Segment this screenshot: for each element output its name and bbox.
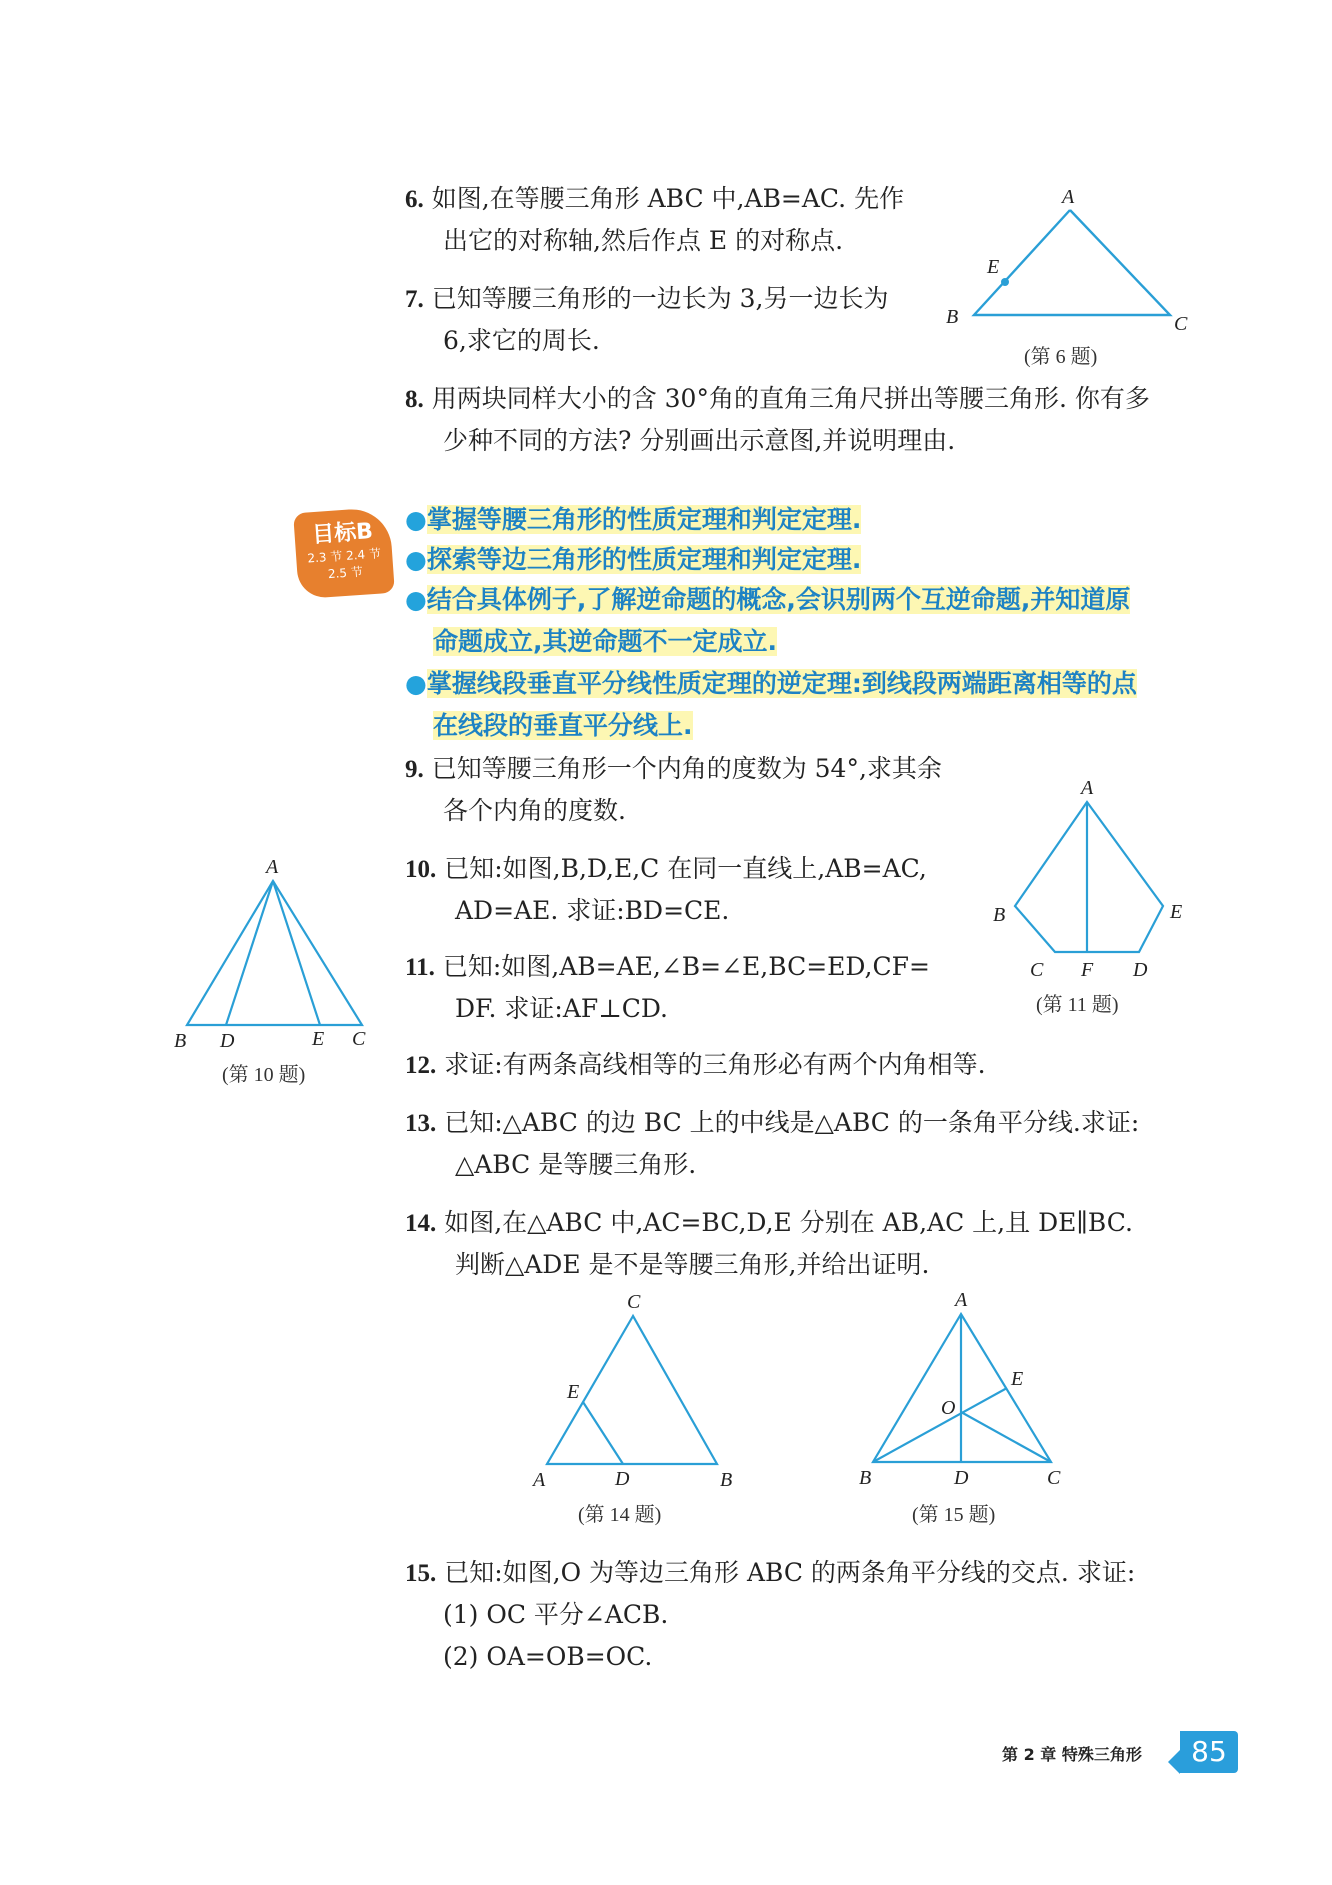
label-e: E <box>1170 901 1183 923</box>
label-c: C <box>352 1028 366 1050</box>
problem-8-line2: 少种不同的方法? 分别画出示意图,并说明理由. <box>443 426 956 455</box>
label-f: F <box>1081 959 1094 978</box>
segment-ad <box>226 881 273 1025</box>
pentagon-abcde <box>1015 802 1163 952</box>
triangle-abc <box>187 881 362 1025</box>
point-e <box>1001 278 1009 286</box>
label-b: B <box>174 1030 187 1050</box>
problem-15-line1: 15. 已知:如图,O 为等边三角形 ABC 的两条角平分线的交点. 求证: <box>405 1558 1136 1587</box>
label-a: A <box>1081 778 1094 799</box>
figure-14 <box>525 1288 745 1488</box>
label-b: B <box>859 1467 872 1488</box>
goal-b-badge <box>293 507 395 599</box>
figure-6-caption: (第 6 题) <box>1024 346 1098 368</box>
figure-6 <box>940 185 1200 360</box>
label-e: E <box>987 256 1000 278</box>
problem-13-line1: 13. 已知:△ABC 的边 BC 上的中线是△ABC 的一条角平分线.求证: <box>405 1108 1140 1137</box>
problem-10-line1: 10. 已知:如图,B,D,E,C 在同一直线上,AB=AC, <box>405 854 927 883</box>
problem-15-sub2: (2) OA=OB=OC. <box>443 1642 653 1671</box>
problem-7-line1: 7. 已知等腰三角形的一边长为 3,另一边长为 <box>405 284 889 313</box>
label-e: E <box>312 1028 325 1050</box>
goal-item-4a: ●掌握线段垂直平分线性质定理的逆定理:到线段两端距离相等的点 <box>405 669 1137 698</box>
label-c: C <box>1047 1467 1061 1488</box>
bullet-icon: ● <box>405 585 427 614</box>
problem-number: 15. <box>405 1560 437 1587</box>
label-o: O <box>941 1397 956 1419</box>
goal-item-1: ●掌握等腰三角形的性质定理和判定定理. <box>405 505 862 534</box>
segment-ae <box>273 881 320 1025</box>
bullet-icon: ● <box>405 545 427 574</box>
label-d: D <box>1133 959 1148 978</box>
problem-9-line1: 9. 已知等腰三角形一个内角的度数为 54°,求其余 <box>405 754 942 783</box>
label-d: D <box>220 1030 235 1050</box>
problem-9-line2: 各个内角的度数. <box>443 796 626 825</box>
problem-13-line2: △ABC 是等腰三角形. <box>455 1150 697 1179</box>
problem-number: 12. <box>405 1052 437 1079</box>
problem-number: 7. <box>405 286 424 313</box>
label-a: A <box>955 1289 968 1311</box>
chapter-title: 第 2 章 特殊三角形 <box>1002 1745 1142 1764</box>
label-a: A <box>533 1469 546 1488</box>
badge-sections-1: 2.3 节 2.4 节 <box>306 546 382 566</box>
bullet-icon: ● <box>405 505 427 534</box>
problem-11-line1: 11. 已知:如图,AB=AE,∠B=∠E,BC=ED,CF= <box>405 952 930 981</box>
problem-6-line1: 6. 如图,在等腰三角形 ABC 中,AB=AC. 先作 <box>405 184 905 213</box>
figure-15 <box>855 1288 1070 1488</box>
label-d: D <box>954 1467 969 1488</box>
problem-number: 10. <box>405 856 437 883</box>
label-e: E <box>567 1381 580 1403</box>
label-e: E <box>1011 1368 1024 1390</box>
problem-11-line2: DF. 求证:AF⊥CD. <box>455 994 668 1023</box>
goal-item-4b: 在线段的垂直平分线上. <box>433 711 693 740</box>
goal-item-2: ●探索等边三角形的性质定理和判定定理. <box>405 545 862 574</box>
figure-15-caption: (第 15 题) <box>912 1504 996 1526</box>
label-a: A <box>1062 186 1075 208</box>
problem-7-line2: 6,求它的周长. <box>443 326 600 355</box>
figure-14-caption: (第 14 题) <box>578 1504 662 1526</box>
problem-6-line2: 出它的对称轴,然后作点 E 的对称点. <box>443 226 844 255</box>
problem-number: 13. <box>405 1110 437 1137</box>
segment-de <box>583 1402 623 1464</box>
page-number: 85 <box>1180 1731 1238 1773</box>
bullet-icon: ● <box>405 669 427 698</box>
problem-number: 14. <box>405 1210 437 1237</box>
problem-number: 6. <box>405 186 424 213</box>
label-c: C <box>1174 313 1188 335</box>
label-c: C <box>627 1291 641 1313</box>
problem-number: 8. <box>405 386 424 413</box>
figure-10 <box>170 855 380 1050</box>
label-b: B <box>946 306 959 328</box>
label-b: B <box>993 904 1006 926</box>
problem-14-line1: 14. 如图,在△ABC 中,AC=BC,D,E 分别在 AB,AC 上,且 DE∥BC. <box>405 1208 1133 1237</box>
problem-number: 11. <box>405 954 435 981</box>
figure-11-caption: (第 11 题) <box>1036 994 1119 1016</box>
figure-11 <box>985 778 1200 978</box>
problem-10-line2: AD=AE. 求证:BD=CE. <box>455 896 730 925</box>
problem-12: 12. 求证:有两条高线相等的三角形必有两个内角相等. <box>405 1050 986 1079</box>
label-c: C <box>1030 959 1044 978</box>
label-d: D <box>615 1468 630 1488</box>
problem-number: 9. <box>405 756 424 783</box>
badge-sections-2: 2.5 节 <box>327 564 364 582</box>
label-b: B <box>720 1469 733 1488</box>
problem-8-line1: 8. 用两块同样大小的含 30°角的直角三角尺拼出等腰三角形. 你有多 <box>405 384 1150 413</box>
segment-oc <box>961 1412 1051 1462</box>
problem-15-sub1: (1) OC 平分∠ACB. <box>443 1600 669 1629</box>
goal-item-3b: 命题成立,其逆命题不一定成立. <box>433 627 777 656</box>
goal-item-3a: ●结合具体例子,了解逆命题的概念,会识别两个互逆命题,并知道原 <box>405 585 1131 614</box>
badge-title: 目标B <box>311 518 374 549</box>
triangle-abc <box>974 210 1170 315</box>
label-a: A <box>266 856 279 878</box>
segment-be <box>873 1388 1007 1462</box>
figure-10-caption: (第 10 题) <box>222 1064 306 1086</box>
page-tab-shape <box>1168 1750 1180 1774</box>
problem-14-line2: 判断△ADE 是不是等腰三角形,并给出证明. <box>455 1250 930 1279</box>
